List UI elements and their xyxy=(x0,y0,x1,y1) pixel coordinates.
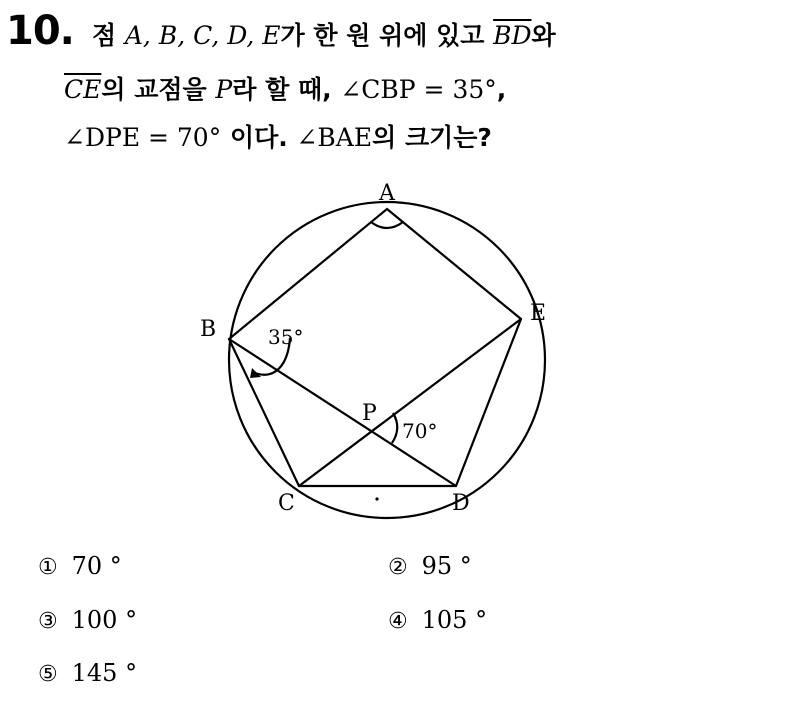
line2-comma: , xyxy=(496,75,507,104)
angle-arc-p xyxy=(392,413,397,443)
choice-2-value: 95 ° xyxy=(421,552,472,580)
choice-2[interactable] xyxy=(388,552,472,580)
dot-mark xyxy=(375,497,378,500)
segment-bd: $\overline{BD}$ xyxy=(493,21,532,50)
angle-dpe-given: ∠DPE = 70° xyxy=(64,123,222,152)
label-a: A xyxy=(379,181,395,206)
segment-ce: $\overline{CE}$ xyxy=(64,75,102,104)
line2-text2: 라 할 때, xyxy=(232,75,332,104)
angle-label-35: 35° xyxy=(268,325,304,349)
question-line-1 xyxy=(92,16,556,52)
line1-points: A, B, C, D, E xyxy=(124,21,281,50)
choice-1-value: 70 ° xyxy=(71,552,122,580)
choice-1-mark: ① xyxy=(38,555,58,580)
label-p: P xyxy=(362,401,377,426)
choice-5-mark: ⑤ xyxy=(38,662,58,687)
label-d: D xyxy=(452,491,470,516)
line1-suffix2: 와 xyxy=(531,21,556,50)
label-b: B xyxy=(200,317,217,342)
line3-text2: 의 크기는? xyxy=(372,123,492,152)
choice-1[interactable] xyxy=(38,552,122,580)
choice-5-value: 145 ° xyxy=(71,659,138,687)
label-e: E xyxy=(530,301,547,326)
label-c: C xyxy=(278,491,295,516)
line1-prefix: 점 xyxy=(92,21,117,50)
line1-suffix: 가 한 원 위에 있고 xyxy=(280,21,485,50)
choice-4[interactable] xyxy=(388,606,487,634)
question-line-3 xyxy=(64,118,492,154)
angle-cbp-given: ∠CBP = 35° xyxy=(340,75,497,104)
choice-3-mark: ③ xyxy=(38,609,58,634)
choice-4-value: 105 ° xyxy=(421,606,488,634)
line3-text1: 이다. xyxy=(229,123,288,152)
choice-5[interactable] xyxy=(38,659,137,687)
line2-text1: 의 교점을 xyxy=(101,75,207,104)
arrow-head xyxy=(250,368,261,378)
choice-3[interactable] xyxy=(38,606,137,634)
angle-bae-asked: ∠BAE xyxy=(296,123,373,152)
choice-2-mark: ② xyxy=(388,555,408,580)
choice-3-value: 100 ° xyxy=(71,606,138,634)
angle-arc-a xyxy=(371,222,403,228)
circle-figure xyxy=(180,170,580,520)
line2-point: P xyxy=(215,75,233,104)
choice-4-mark: ④ xyxy=(388,609,408,634)
question-number: 10. xyxy=(6,8,74,54)
circle xyxy=(229,202,545,518)
angle-label-70: 70° xyxy=(402,419,438,443)
question-line-2 xyxy=(64,70,506,106)
